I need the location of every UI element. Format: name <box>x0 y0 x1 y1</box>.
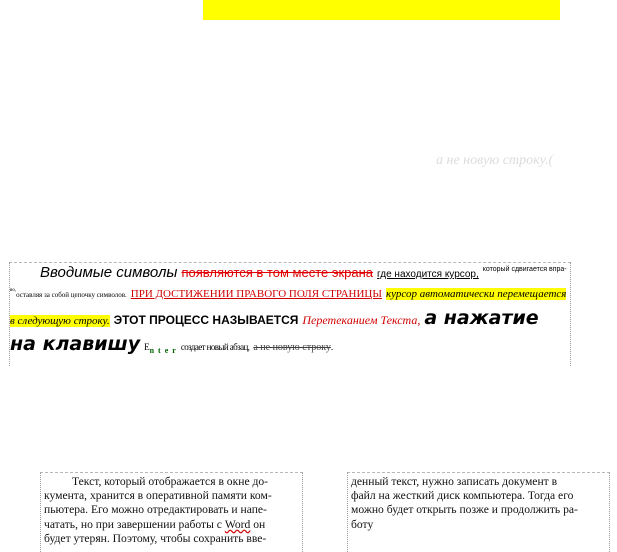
small-text: оставляя за собой цепочку символов. <box>16 291 127 299</box>
yellow-highlight-bar <box>203 0 560 20</box>
red-underlined-caps: ПРИ ДОСТИЖЕНИИ ПРАВОГО ПОЛЯ СТРАНИЦЫ <box>130 288 382 300</box>
paragraph-line-2 <box>10 285 566 301</box>
tiny-text: который сдвигается впра- <box>482 266 567 273</box>
paragraph-line-3 <box>10 309 539 328</box>
ghost-text: а не новую строку.( <box>436 153 554 168</box>
period: . <box>330 342 333 352</box>
enter-e: E <box>144 342 150 352</box>
column-right-line: можно будет открыть позже и продолжить ра- <box>351 503 578 517</box>
column-right-line: боту <box>351 517 374 531</box>
column-left-line: Текст, который отображается в окне до- <box>72 475 269 488</box>
red-italic-text: Перетеканием Текста, <box>302 313 421 327</box>
big-bold-italic-b: на клавишу <box>10 333 141 355</box>
intro-text: Вводимые символы <box>40 264 178 281</box>
column-right-line: денный текст, нужно записать документ в <box>351 475 558 488</box>
column-left-line-4 <box>44 518 299 532</box>
strikethrough-gray-text: а не новую строку <box>253 342 331 353</box>
highlighted-text-a: курсор автоматически перемещается <box>385 288 567 300</box>
column-left-line: пьютера. Его можно отредактировать и напе- <box>44 503 267 517</box>
column-right-line: файл на жесткий диск компьютера. Тогда его <box>351 489 574 503</box>
subscript-text: во, <box>10 288 17 293</box>
underlined-text: где находится курсор, <box>377 269 479 280</box>
column-left-line-4b: он <box>253 517 266 531</box>
column-left-line: кумента, хранится в оперативной памяти ком- <box>44 489 272 503</box>
column-right[interactable] <box>347 472 610 552</box>
column-left[interactable] <box>40 472 303 552</box>
column-left-line: будет утерян. Поэтому, чтобы сохранить вве- <box>44 531 267 545</box>
enter-lowered: n t e r <box>149 346 177 355</box>
column-left-line-4a: чатать, но при завершении работы с <box>44 517 222 531</box>
paragraph-line-4 <box>10 335 333 355</box>
compressed-text: создает новый абзац, <box>180 342 250 352</box>
word-spellcheck: Word <box>224 517 251 531</box>
paragraph-line-1 <box>40 265 567 281</box>
highlighted-text-b: в следующую строку. <box>10 315 110 327</box>
bold-caps-text: ЭТОТ ПРОЦЕСС НАЗЫВАЕТСЯ <box>113 313 299 327</box>
big-bold-italic-a: а нажатие <box>424 307 539 329</box>
strikethrough-red-text: появляются в том месте экрана <box>181 265 374 280</box>
